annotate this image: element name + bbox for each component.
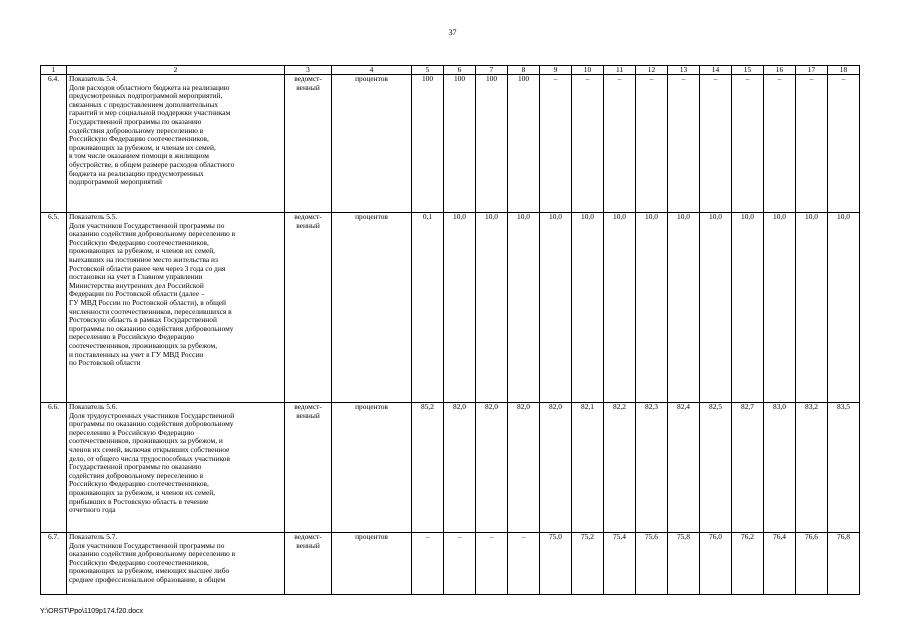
value-cell: 76,0 [700, 533, 732, 595]
description-line: гарантий и мер социальной поддержки участникам [69, 108, 231, 118]
description-line: Ростовскую область в рамках Государственной [69, 315, 217, 325]
value-cell: 76,2 [732, 533, 764, 595]
description-line: обустройстве, в общем размере расходов областного [69, 159, 235, 169]
table-row [41, 213, 860, 403]
description-line: Показатель 5.6. [69, 402, 118, 411]
value-cell: – [732, 75, 764, 213]
value-cell: 82,1 [572, 403, 604, 533]
description-line: связанных с предоставлением дополнительных [69, 99, 219, 109]
description-line: Доля участников Государственной программы по [69, 220, 225, 230]
description-line: проживающих за рубежом, имеющих высшее либо [69, 566, 230, 576]
value-cell: 75,6 [636, 533, 668, 595]
description-line: переселению в Российскую Федерацию [69, 427, 195, 437]
value-cell: 100 [444, 75, 476, 213]
description-line: Российскую Федерацию соотечественников, [69, 134, 209, 144]
description-line: содействия добровольному переселению в [69, 125, 204, 135]
value-cell: 100 [476, 75, 508, 213]
description-line: проживающих за рубежом, и членам их семей, [69, 142, 216, 152]
value-cell: 82,0 [508, 403, 540, 533]
description-line: предусмотренных подпрограммой мероприятий, [69, 91, 223, 101]
indicator-description [67, 403, 285, 533]
indicator-source: ведомст- венный [285, 75, 332, 213]
indicator-unit: процентов [332, 213, 412, 403]
description-line: переселению в Российскую Федерацию [69, 332, 195, 342]
value-cell: 83,2 [796, 403, 828, 533]
table-row [41, 403, 860, 533]
indicator-source: ведомст- венный [285, 533, 332, 595]
description-line: прибывших в Ростовскую область в течение [69, 496, 209, 506]
value-cell: 10,0 [732, 213, 764, 403]
table-header-row [41, 66, 860, 75]
description-line: Доля трудоустроенных участников Государственной [69, 410, 235, 420]
description-line: Российскую Федерацию соотечественников, [69, 479, 209, 489]
value-cell: 75,4 [604, 533, 636, 595]
description-line: Доля расходов областного бюджета на реализацию [69, 82, 230, 92]
description-line: численности соотечественников, переселившихся в [69, 306, 232, 316]
value-cell: 82,4 [668, 403, 700, 533]
header-cell: 10 [572, 66, 604, 75]
value-cell: 10,0 [508, 213, 540, 403]
description-line: отчетного года [69, 505, 116, 515]
indicator-unit: процентов [332, 533, 412, 595]
value-cell: 82,7 [732, 403, 764, 533]
value-cell: 82,0 [476, 403, 508, 533]
indicator-unit: процентов [332, 75, 412, 213]
description-line: ГУ МВД России по Ростовской области), в общей [69, 297, 227, 307]
header-cell: 13 [668, 66, 700, 75]
value-cell: 100 [412, 75, 444, 213]
header-cell: 16 [764, 66, 796, 75]
description-line: оказанию содействия добровольному переселению в [69, 549, 236, 559]
value-cell: 75,0 [540, 533, 572, 595]
value-cell: 76,8 [828, 533, 860, 595]
description-line: Государственной программы по оказанию [69, 116, 202, 126]
description-line: подпрограммой мероприятий [69, 177, 162, 187]
value-cell: 10,0 [700, 213, 732, 403]
header-cell: 12 [636, 66, 668, 75]
description-line: в том числе оказанием помощи в жилищном [69, 151, 209, 161]
header-cell: 3 [285, 66, 332, 75]
value-cell: 10,0 [444, 213, 476, 403]
indicator-description [67, 533, 285, 595]
value-cell: 10,0 [636, 213, 668, 403]
header-cell: 2 [67, 66, 285, 75]
value-cell: – [540, 75, 572, 213]
table-row [41, 533, 860, 595]
description-line: выехавших на постоянное место жительства из [69, 254, 218, 264]
header-cell: 5 [412, 66, 444, 75]
description-line: содействия добровольному переселению в [69, 470, 204, 480]
value-cell: – [604, 75, 636, 213]
row-number: 6.6. [41, 403, 67, 533]
indicator-unit: процентов [332, 403, 412, 533]
value-cell: 10,0 [796, 213, 828, 403]
description-line: Государственной программы по оказанию [69, 462, 202, 472]
description-line: программы по оказанию содействия добровольному [69, 419, 234, 429]
description-line: Российскую Федерацию соотечественников, [69, 557, 209, 567]
value-cell: – [412, 533, 444, 595]
description-line: программы по оказанию содействия добровольному [69, 323, 234, 333]
value-cell: 85,2 [412, 403, 444, 533]
value-cell: – [572, 75, 604, 213]
description-line: Доля участников Государственной программы по [69, 540, 225, 550]
description-line: бюджета на реализацию предусмотренных [69, 168, 204, 178]
header-cell: 8 [508, 66, 540, 75]
header-cell: 15 [732, 66, 764, 75]
value-cell: 82,0 [540, 403, 572, 533]
description-line: Показатель 5.4. [69, 74, 118, 83]
description-line: Показатель 5.5. [69, 212, 118, 221]
header-cell: 9 [540, 66, 572, 75]
header-cell: 17 [796, 66, 828, 75]
row-number: 6.5. [41, 213, 67, 403]
value-cell: – [444, 533, 476, 595]
file-path-footer: Y:\ORST\Ppo\1109p174.f20.docx [40, 608, 143, 615]
value-cell: 10,0 [604, 213, 636, 403]
value-cell: 82,5 [700, 403, 732, 533]
value-cell: 82,3 [636, 403, 668, 533]
description-line: членов их семей, включая открывших собственное [69, 444, 230, 454]
description-line: Министерства внутренних дел Российской [69, 280, 204, 290]
value-cell: 83,0 [764, 403, 796, 533]
header-cell: 18 [828, 66, 860, 75]
value-cell: – [668, 75, 700, 213]
value-cell: 83,5 [828, 403, 860, 533]
table-row [41, 75, 860, 213]
row-number: 6.4. [41, 75, 67, 213]
page-number: 37 [448, 28, 457, 37]
indicator-source: ведомст- венный [285, 213, 332, 403]
value-cell: 76,4 [764, 533, 796, 595]
header-cell: 6 [444, 66, 476, 75]
description-line: соотечественников, проживающих за рубежом, [69, 340, 218, 350]
value-cell: – [636, 75, 668, 213]
value-cell: 10,0 [828, 213, 860, 403]
description-line: по Ростовской области [69, 358, 141, 368]
description-line: проживающих за рубежом, и членов их семей, [69, 246, 216, 256]
value-cell: 0,1 [412, 213, 444, 403]
value-cell: – [796, 75, 828, 213]
description-line: среднее профессиональное образование, в общем [69, 574, 226, 584]
description-line: Федерации по Ростовской области (далее – [69, 289, 205, 299]
value-cell: 75,8 [668, 533, 700, 595]
header-cell: 14 [700, 66, 732, 75]
description-line: соотечественников, проживающих за рубежом, и [69, 436, 223, 446]
indicators-table [40, 65, 860, 595]
indicator-description [67, 75, 285, 213]
description-line: проживающих за рубежом, и членов их семей, [69, 487, 216, 497]
description-line: Российскую Федерацию соотечественников, [69, 237, 209, 247]
header-cell: 7 [476, 66, 508, 75]
value-cell: – [700, 75, 732, 213]
value-cell: 10,0 [764, 213, 796, 403]
value-cell: 82,2 [604, 403, 636, 533]
value-cell: 100 [508, 75, 540, 213]
indicator-source: ведомст- венный [285, 403, 332, 533]
description-line: Показатель 5.7. [69, 532, 118, 541]
value-cell: 75,2 [572, 533, 604, 595]
header-cell: 11 [604, 66, 636, 75]
description-line: постановки на учет в Главном управлении [69, 272, 203, 282]
value-cell: – [764, 75, 796, 213]
value-cell: 82,0 [444, 403, 476, 533]
indicator-description [67, 213, 285, 403]
value-cell: – [828, 75, 860, 213]
value-cell: 10,0 [668, 213, 700, 403]
description-line: оказанию содействия добровольному переселению в [69, 229, 236, 239]
description-line: дело, от общего числа трудоспособных участников [69, 453, 230, 463]
row-number: 6.7. [41, 533, 67, 595]
header-cell: 1 [41, 66, 67, 75]
value-cell: 76,6 [796, 533, 828, 595]
value-cell: – [508, 533, 540, 595]
header-cell: 4 [332, 66, 412, 75]
value-cell: 10,0 [476, 213, 508, 403]
value-cell: 10,0 [540, 213, 572, 403]
description-line: и поставленных на учет в ГУ МВД России [69, 349, 204, 359]
value-cell: – [476, 533, 508, 595]
description-line: Ростовской области ранее чем через 3 года со дня [69, 263, 226, 273]
value-cell: 10,0 [572, 213, 604, 403]
